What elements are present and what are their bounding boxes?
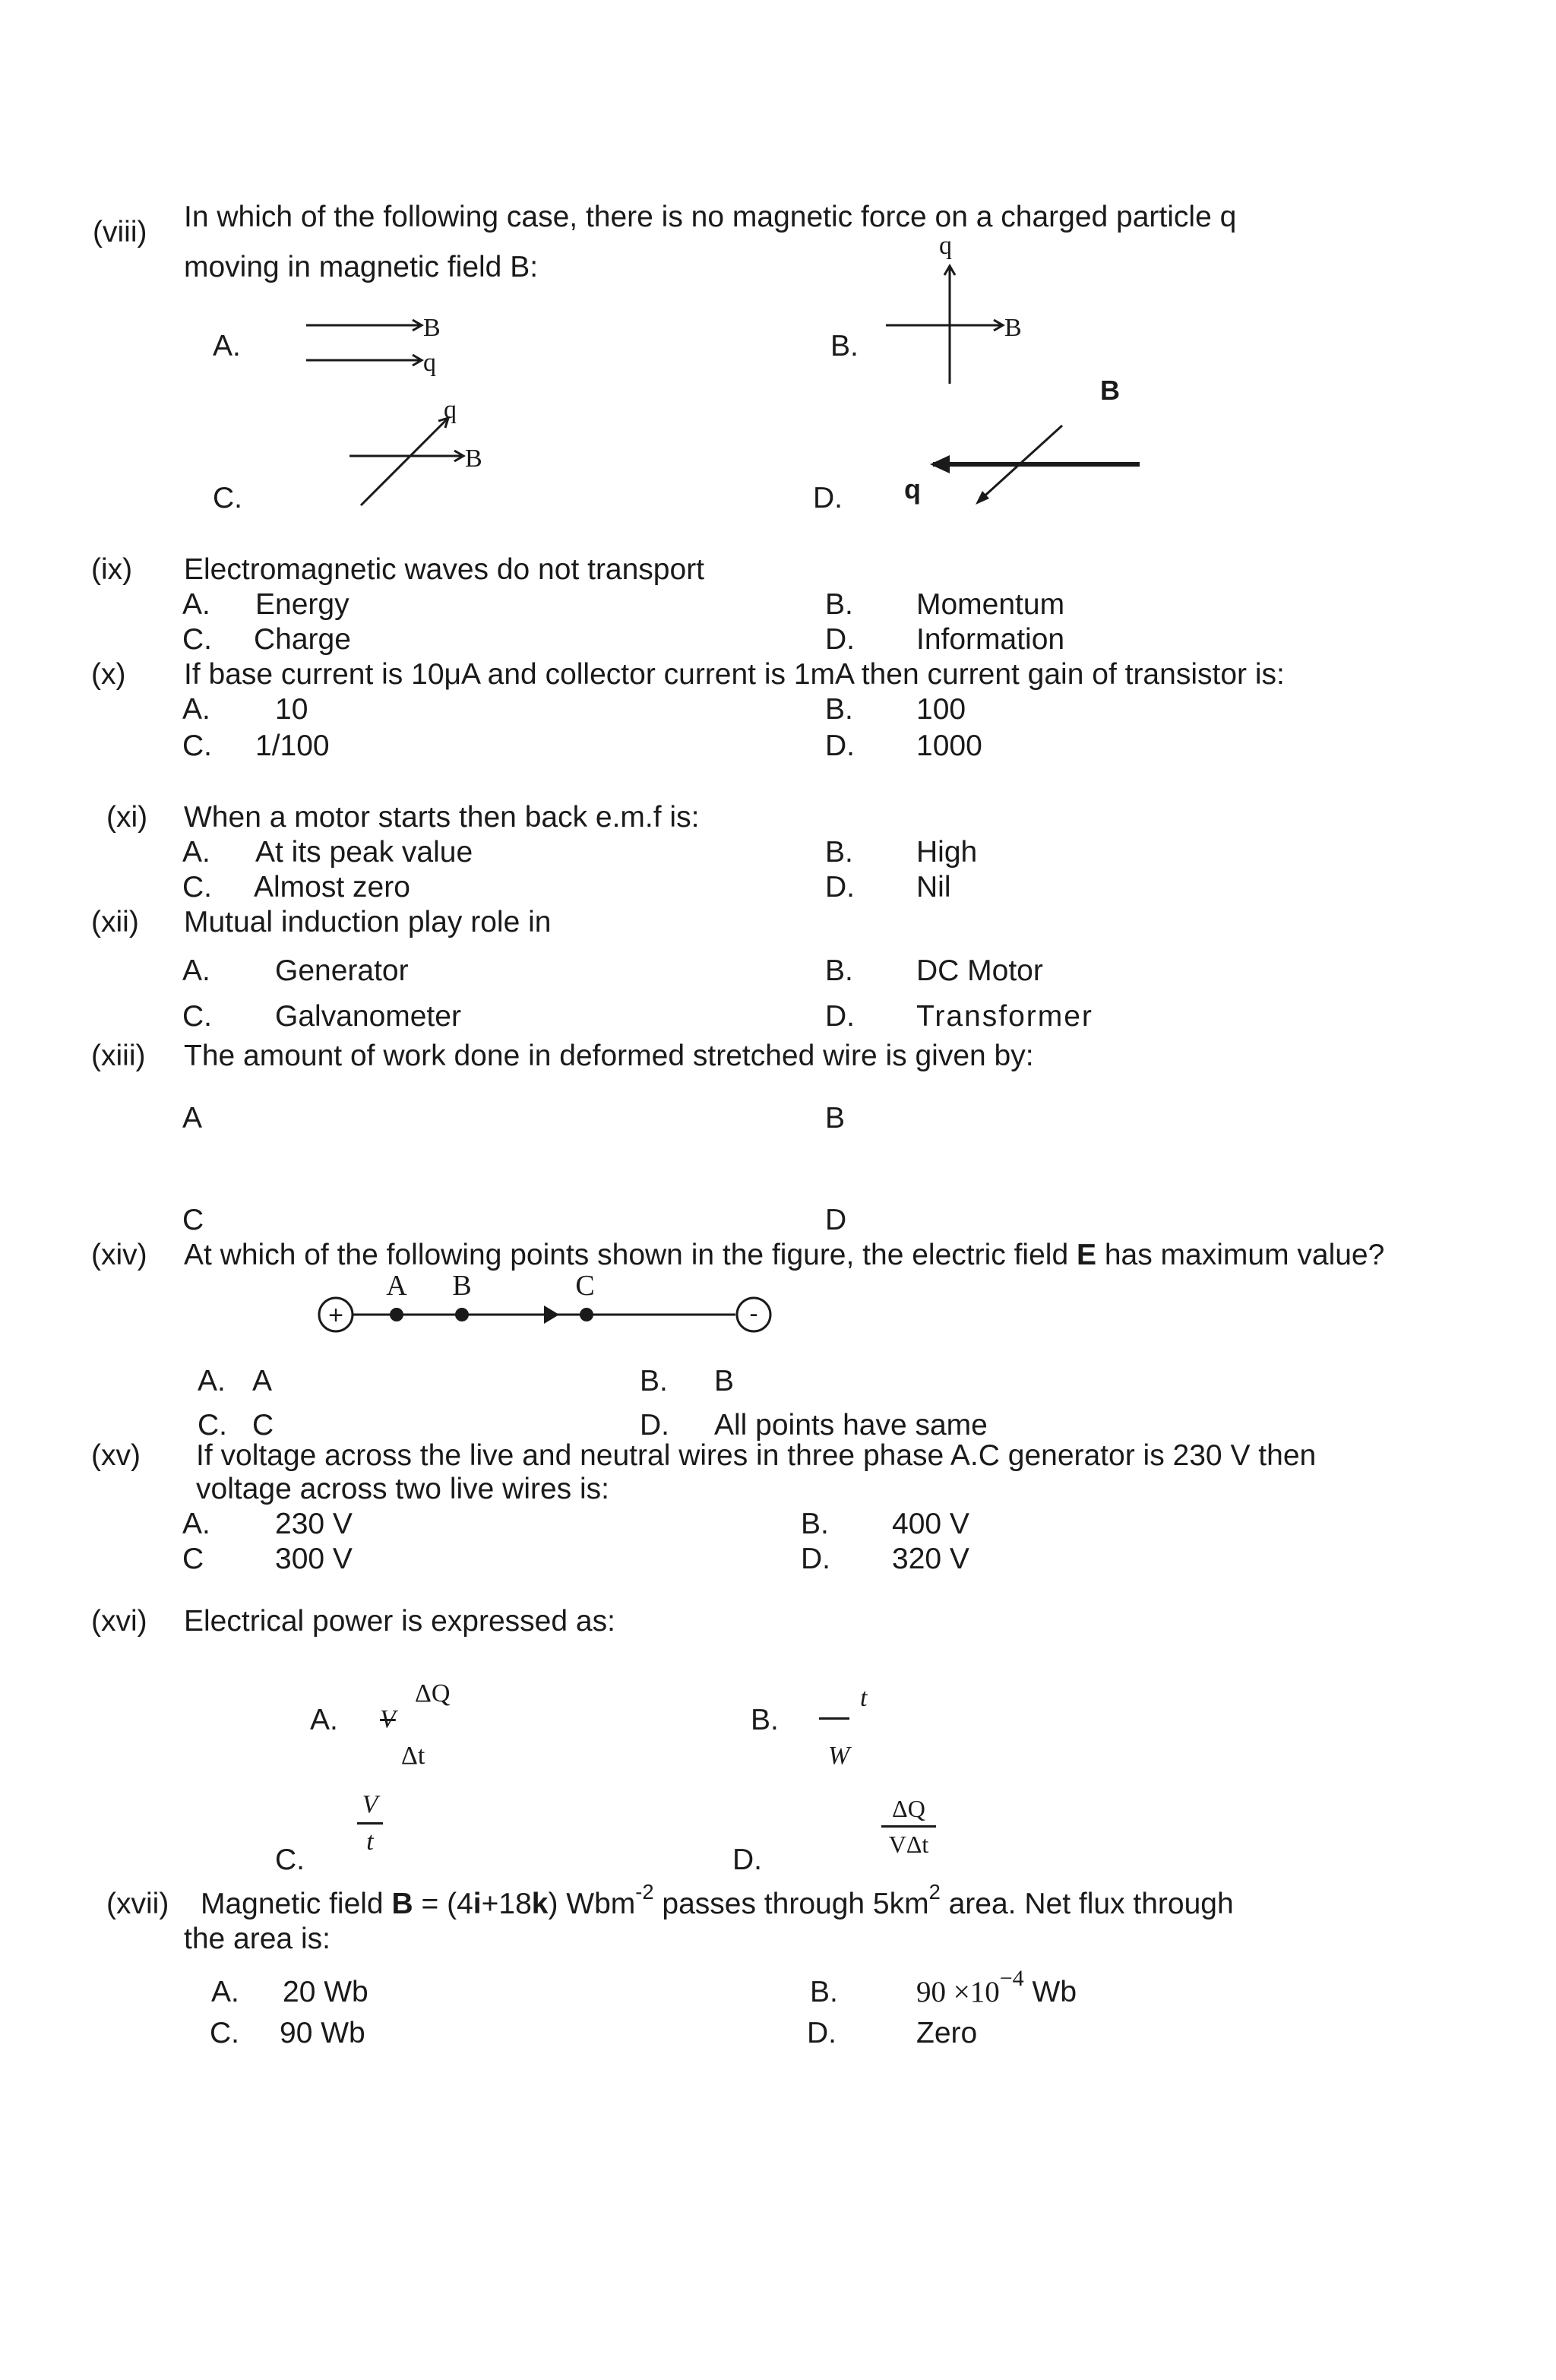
option-d-numerator: ΔQ [892, 1795, 925, 1822]
option-a-text: At its peak value [255, 836, 473, 869]
option-d-label: D. [801, 1543, 830, 1575]
option-d-denominator: VΔt [888, 1831, 929, 1858]
question-text: Magnetic field B = (4i+18k) Wbm$^{-2}$ passes through $5km^2$ area. Net flux through [201, 1879, 1234, 1920]
option-b-label: B. [825, 693, 853, 726]
question-text: moving in magnetic field B: [184, 251, 539, 283]
option-d-text: Nil [916, 871, 951, 904]
figure-option-c [334, 395, 509, 517]
question-text: Electromagnetic waves do not transport [184, 553, 705, 586]
option-b-label: B. [801, 1508, 829, 1540]
option-a-text: Generator [275, 954, 409, 987]
option-c-label: C [182, 1543, 204, 1575]
label-B: B [465, 445, 482, 473]
option-c-label: C. [182, 730, 212, 762]
option-b-label: B. [825, 954, 853, 987]
option-a-text: 10 [275, 693, 308, 726]
question-text: Electrical power is expressed as: [184, 1605, 615, 1638]
option-a-label: A. [182, 693, 210, 726]
option-d-label: D. [825, 1000, 855, 1033]
option-d-text: All points have same [714, 1409, 988, 1442]
option-d-label: D. [640, 1409, 669, 1442]
point-label-b: B [452, 1270, 472, 1302]
question-number: (xiv) [91, 1239, 147, 1271]
option-c-numerator: V [362, 1790, 378, 1818]
option-c-label: C. [182, 623, 212, 656]
fraction-bar [357, 1822, 383, 1825]
option-d-label: D [825, 1204, 847, 1236]
option-c-text: 300 V [275, 1543, 353, 1575]
option-b-numerator: t [860, 1684, 868, 1712]
option-c-label: C [182, 1204, 204, 1236]
option-c-label: C. [213, 482, 242, 514]
option-a-label: A. [310, 1704, 338, 1736]
option-b-text: DC Motor [916, 954, 1043, 987]
option-d-text: Information [916, 623, 1065, 656]
figure-option-a [300, 310, 460, 378]
positive-terminal-icon: + [328, 1301, 343, 1330]
option-a-text: Energy [255, 588, 349, 621]
option-a-text: A [252, 1365, 273, 1397]
option-b-label: B. [830, 330, 859, 362]
option-b-label: B. [825, 588, 853, 621]
fraction-bar [881, 1825, 936, 1828]
label-B: B [423, 314, 441, 342]
option-b-text: $90 \times 10^{-4}$ Wb [916, 1966, 1077, 2008]
option-b-text: Momentum [916, 588, 1065, 621]
option-d-fraction [881, 1796, 936, 1856]
question-text: Mutual induction play role in [184, 906, 552, 938]
label-q: q [939, 232, 952, 260]
option-d-label: D. [813, 482, 843, 514]
option-b-label: B. [640, 1365, 668, 1397]
figure-option-b [874, 228, 1048, 388]
option-c-label: C. [182, 1000, 212, 1033]
option-b-denominator: W [828, 1742, 850, 1770]
question-number: (xii) [91, 906, 139, 938]
option-c-label: C. [198, 1409, 227, 1442]
label-q: q [444, 396, 457, 424]
option-d-label: D. [732, 1844, 762, 1876]
option-d-label: D. [825, 730, 855, 762]
option-c-text: Almost zero [254, 871, 410, 904]
option-a-denominator: Δt [401, 1742, 425, 1770]
question-number: (x) [91, 658, 126, 691]
label-B: B [1100, 375, 1120, 406]
option-a-label: A. [182, 954, 210, 987]
option-a-text: 20 Wb [283, 1976, 368, 2008]
label-B: B [1004, 314, 1022, 342]
option-a-text: 230 V [275, 1508, 353, 1540]
question-text: In which of the following case, there is no magnetic force on a charged particle q [184, 201, 1237, 233]
point-label-a: A [386, 1270, 407, 1302]
question-text: At which of the following points shown in the figure, the electric field E has maximum value? [184, 1239, 1385, 1271]
option-b-label: B. [751, 1704, 779, 1736]
option-b-label: B. [810, 1976, 838, 2008]
question-number: (xvii) [106, 1888, 169, 1920]
option-d-label: D. [825, 623, 855, 656]
figure-option-d [897, 365, 1155, 517]
option-a-label: A. [182, 588, 210, 621]
option-d-label: D. [807, 2017, 837, 2049]
question-number: (xvi) [91, 1605, 147, 1638]
option-a-label: A. [182, 1508, 210, 1540]
option-a-label: A. [198, 1365, 226, 1397]
option-d-text: Zero [916, 2017, 978, 2049]
point-label-c: C [575, 1270, 595, 1302]
option-b-text: High [916, 836, 978, 869]
question-text: When a motor starts then back e.m.f is: [184, 801, 700, 834]
fraction-bar [819, 1717, 849, 1720]
option-c-denominator: t [366, 1828, 374, 1856]
option-b-text: 400 V [892, 1508, 969, 1540]
option-c-label: C. [275, 1844, 305, 1876]
electric-field-figure [304, 1268, 790, 1343]
option-a-label: A [182, 1102, 203, 1135]
option-a-numerator: ΔQ [415, 1679, 451, 1707]
option-b-text: B [714, 1365, 735, 1397]
question-number: (viii) [93, 216, 147, 248]
option-c-text: Charge [254, 623, 351, 656]
label-q: q [423, 349, 436, 377]
option-c-fraction [357, 1792, 383, 1855]
option-c-text: C [252, 1409, 274, 1442]
question-text: the area is: [184, 1923, 330, 1955]
option-a-label: A. [182, 836, 210, 869]
option-b-text: 100 [916, 693, 966, 726]
question-number: (xiii) [91, 1040, 146, 1072]
question-number: (ix) [91, 553, 133, 586]
option-c-text: 1/100 [255, 730, 330, 762]
question-number: (xv) [91, 1439, 141, 1472]
question-number: (xi) [106, 801, 148, 834]
option-a-label: A. [211, 1976, 239, 2008]
question-text: voltage across two live wires is: [196, 1473, 610, 1505]
option-b-label: B [825, 1102, 846, 1135]
option-c-text: Galvanometer [275, 1000, 461, 1033]
option-a-label: A. [213, 330, 241, 362]
option-a-symbol: V [380, 1705, 396, 1733]
option-d-text: 1000 [916, 730, 982, 762]
question-text: The amount of work done in deformed stretched wire is given by: [184, 1040, 1034, 1072]
question-text: If base current is 10μA and collector current is 1mA then current gain of transistor is: [184, 658, 1285, 691]
negative-terminal-icon: - [749, 1299, 758, 1328]
option-c-label: C. [210, 2017, 239, 2049]
label-q: q [904, 473, 921, 505]
option-b-label: B. [825, 836, 853, 869]
option-d-text: 320 V [892, 1543, 969, 1575]
option-d-label: D. [825, 871, 855, 904]
option-c-label: C. [182, 871, 212, 904]
option-d-text: Transformer [916, 1000, 1093, 1033]
option-c-text: 90 Wb [280, 2017, 365, 2049]
question-text: If voltage across the live and neutral wires in three phase A.C generator is 230 V then [196, 1439, 1317, 1472]
